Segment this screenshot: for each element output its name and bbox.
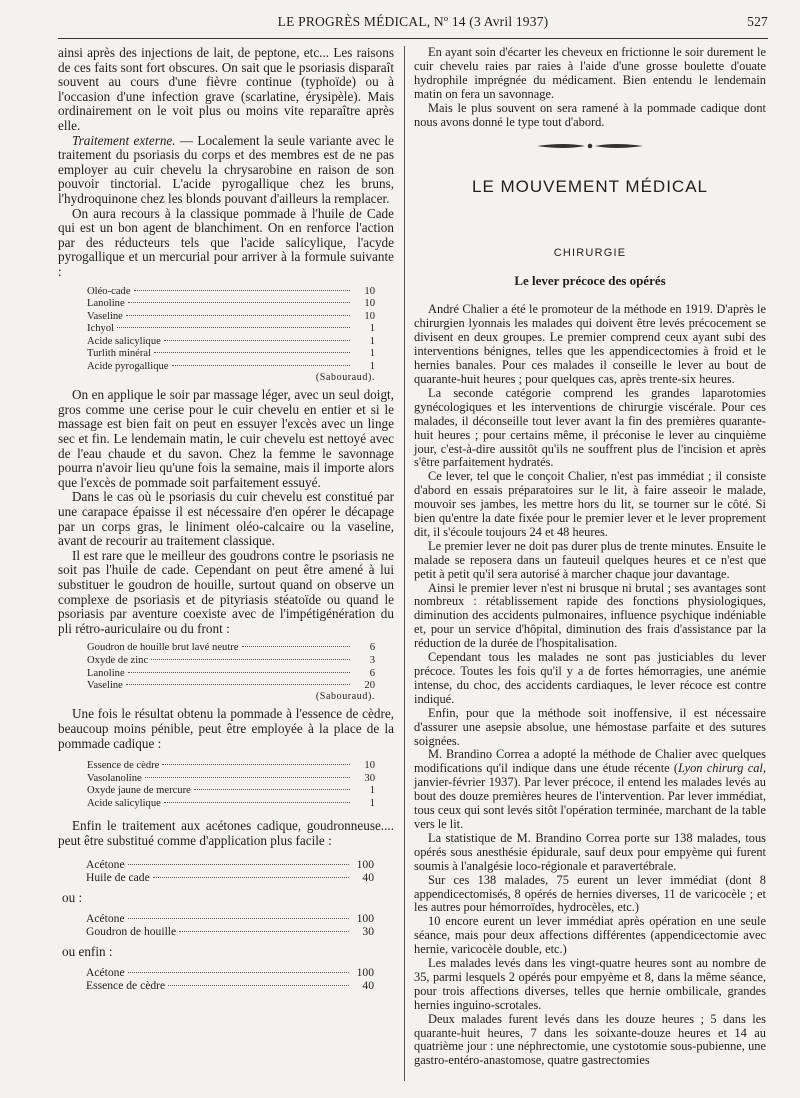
leader-dots bbox=[126, 684, 350, 685]
prescription-formula bbox=[87, 760, 375, 810]
ingredient-name: Ichyol bbox=[87, 323, 115, 335]
paragraph: La seconde catégorie comprend les grandes laparotomies gynécologiques et les interventions de chirurgie viscérale. Pour ces malades, il déconseille tout lever avant la fin des premières quarante-huit heures ; pour certains même, il préconise le lever au cinquième jour, c'est-à-dire aussitôt qu'ils ne souffrent plus de l'incision et après s'être parfaitement hydratés. bbox=[414, 385, 766, 470]
paragraph: M. Brandino Correa a adopté la méthode de Chalier avec quelques modifications qu'il indique dans une étude récente (Lyon chirurg cal, janvier-février 1937). Par lever précoce, il entend les malades levés au bout des douze premières heures de l'intervention. Par lever immédiat, tous ceux qui sont levés sitôt l'opération terminée, marchant de la table vers le lit. bbox=[414, 747, 766, 831]
prescription-formula bbox=[86, 966, 374, 992]
alternative-label: ou : bbox=[62, 889, 83, 905]
leader-dots bbox=[168, 985, 349, 986]
ingredient-quantity: 100 bbox=[356, 857, 374, 871]
ingredient-name: Vasolanoline bbox=[87, 772, 142, 784]
ingredient-quantity: 1 bbox=[369, 335, 375, 347]
formula-row bbox=[87, 311, 375, 324]
italic-heading: Traitement externe. bbox=[72, 132, 176, 148]
paragraph: Les malades levés dans les vingt-quatre heures sont au nombre de 35, parmi lesquels 2 opérés pour empyème et 8, dans la même séance, pour trois affections diverses, telles que hernie ombilicale, grandes hernies inguino-scrotales. bbox=[414, 956, 766, 1012]
ingredient-quantity: 30 bbox=[364, 772, 375, 784]
subsection-title: CHIRURGIE bbox=[553, 247, 627, 260]
formula-row bbox=[87, 785, 375, 798]
paragraph: ainsi après des injections de lait, de peptone, etc... Les raisons de ces faits sont fort obscures. On sait que le psoriasis disparaît souvent au cours d'une fièvre continue (typhoïde) ou à l'occasion d'une infection grave (scarlatine, érysipèle). Mais ordinairement on le voit plus ou moins vite reparaître après elle. bbox=[58, 45, 394, 133]
ingredient-name: Turlith minéral bbox=[87, 348, 152, 360]
article-title: Le lever précoce des opérés bbox=[514, 273, 666, 289]
alternative-label: ou enfin : bbox=[62, 943, 113, 959]
paragraph: Mais le plus souvent on sera ramené à la pommade cadique dont nous avons donné le type tout d'abord. bbox=[414, 100, 766, 129]
leader-dots bbox=[242, 646, 350, 647]
leader-dots bbox=[145, 777, 350, 778]
leader-dots bbox=[126, 315, 350, 316]
ingredient-quantity: 100 bbox=[356, 911, 374, 925]
formula-row bbox=[87, 798, 375, 811]
ingredient-name: Acétone bbox=[86, 911, 125, 925]
ingredient-name: Goudron de houille bbox=[86, 924, 177, 938]
section-title: LE MOUVEMENT MÉDICAL bbox=[471, 177, 708, 197]
paragraph: André Chalier a été le promoteur de la méthode en 1919. D'après le chirurgien lyonnais les malades qui doivent être levés précocement se divisent en deux groupes. Le premier comprend ceux ayant subi des interventions bénignes, telles que les appendicectomies à froid et le hernies banales. Pour ces malades il conseille le lever au bout de quarante-huit heures ; pour quelques cas, après trente-six heures. bbox=[414, 302, 766, 386]
prescription-formula bbox=[87, 642, 375, 692]
ingredient-name: Acide pyrogallique bbox=[87, 361, 169, 373]
formula-row bbox=[86, 966, 374, 979]
formula-row bbox=[87, 348, 375, 361]
formula-row bbox=[87, 642, 375, 655]
paragraph: On en applique le soir par massage léger, avec un seul doigt, gros comme une cerise pour le cuir chevelu en entier et si le massage est bien fait on peut en essuyer l'excès avec un linge sec et fin. Le lendemain matin, le cuir chevelu est nettoyé avec de l'eau chaude et du savon. Chez la femme le savonnage pourra n'avoir lieu qu'une fois la semaine, mais il importe alors que l'excès de pommade soit parfaitement essuyé. bbox=[58, 387, 394, 490]
formula-row bbox=[87, 323, 375, 336]
ingredient-name: Oxyde de zinc bbox=[87, 654, 149, 666]
leader-dots bbox=[151, 659, 350, 660]
article-body bbox=[414, 303, 766, 748]
ingredient-quantity: 40 bbox=[362, 870, 374, 884]
leader-dots bbox=[134, 290, 350, 291]
ornament-icon bbox=[535, 141, 645, 151]
leader-dots bbox=[128, 302, 350, 303]
paragraph: Enfin le traitement aux acétones cadique, goudronneuse.... peut être substitué comme d'application plus facile : bbox=[58, 818, 394, 849]
author-attribution: (Sabouraud). bbox=[315, 371, 375, 383]
ingredient-name: Essence de cèdre bbox=[86, 978, 166, 992]
ingredient-name: Vaseline bbox=[87, 310, 123, 322]
ingredient-quantity: 20 bbox=[364, 680, 375, 692]
page-number: 527 bbox=[747, 14, 768, 29]
formula-row bbox=[87, 286, 375, 299]
prescription-formula bbox=[87, 286, 375, 374]
header-rule bbox=[58, 38, 768, 39]
formula-row bbox=[87, 773, 375, 786]
leader-dots bbox=[172, 365, 351, 366]
paragraph: Sur ces 138 malades, 75 eurent un lever immédiat (dont 8 appendicectomisés, 8 opérés de hernies diverses, 11 de varicocèle ; et les autres pour hémorroïdes, hydrocèles, etc.) bbox=[414, 872, 766, 915]
formula-row bbox=[86, 858, 374, 871]
right-column bbox=[414, 46, 766, 1068]
ingredient-quantity: 40 bbox=[362, 978, 374, 992]
prescription-formula bbox=[86, 912, 374, 938]
article-body-continued bbox=[414, 832, 766, 1068]
ingredient-quantity: 10 bbox=[364, 760, 375, 772]
ingredient-name: Vaseline bbox=[87, 680, 123, 692]
paragraph: Le premier lever ne doit pas durer plus de trente minutes. Ensuite le malade se reposera dans un fauteuil quelques heures et ce n'est que petit à petit qu'il sera autorisé à marcher chaque jour davantage. bbox=[414, 538, 766, 581]
ingredient-name: Acide salicylique bbox=[87, 335, 161, 347]
formula-row bbox=[87, 298, 375, 311]
paragraph: Une fois le résultat obtenu la pommade à l'essence de cèdre, beaucoup moins pénible, peut être employée à la place de la pommade cadique : bbox=[58, 706, 394, 751]
paragraph: 10 encore eurent un lever immédiat après opération en une seule séance, mais pour deux affections différentes (appendicectomie avec hernie, varicocèle double, etc.) bbox=[414, 914, 766, 957]
paragraph: Traitement externe. — Localement la seule variante avec le traitement du psoriasis du corps et des membres est de ne pas employer au cuir chevelu la chrysarobine en raison de son pouvoir tinctorial. L'acide pyrogallique chez les bruns, l'hydroquinone chez les blonds pouvant d'ailleurs la remplacer. bbox=[58, 132, 394, 206]
ingredient-quantity: 10 bbox=[364, 298, 375, 310]
ingredient-quantity: 3 bbox=[369, 654, 375, 666]
ingredient-name: Lanoline bbox=[87, 667, 125, 679]
ingredient-name: Acide salicylique bbox=[87, 797, 161, 809]
formula-row bbox=[86, 912, 374, 925]
ingredient-quantity: 100 bbox=[356, 965, 374, 979]
leader-dots bbox=[128, 918, 349, 919]
paragraph: La statistique de M. Brandino Correa porte sur 138 malades, tous opérés sous anesthésie épidurale, sauf deux pour empyème qui furent soumis à l'analgésie loco-régionale et paravertébrale. bbox=[414, 830, 766, 873]
leader-dots bbox=[128, 672, 350, 673]
formula-row bbox=[86, 979, 374, 992]
leader-dots bbox=[128, 972, 349, 973]
paragraph: On aura recours à la classique pommade à l'huile de Cade qui est un bon agent de blanchiment. On en renforce l'action par des réducteurs tels que l'acide salicylique, l'acyde pyrogallique et un mercurial pour arriver à la formule suivante : bbox=[58, 205, 394, 279]
page-header bbox=[58, 14, 768, 34]
leader-dots bbox=[128, 864, 349, 865]
paragraph: Ce lever, tel que le conçoit Chalier, n'est pas immédiat ; il consiste d'abord en essais préparatoires sur le lit, à faire asseoir le malade, mouvoir ses jambes, les mettre hors du lit, se tourner sur le côté. Si bien qu'entre la date fixée pour le premier lever et le lever proprement dit, il s'écoule toujours 24 et 48 heures. bbox=[414, 469, 766, 539]
paragraph: Cependant tous les malades ne sont pas justiciables du lever précoce. Toutes les fois qu'il y a de fortes hémorragies, une anémie intense, du choc, des accidents cardiaques, le lever récoce est contre indiqué. bbox=[414, 650, 766, 706]
ingredient-name: Acétone bbox=[86, 965, 125, 979]
running-title: LE PROGRÈS MÉDICAL, Nº 14 (3 Avril 1937) bbox=[277, 14, 549, 29]
leader-dots bbox=[162, 764, 350, 765]
paragraph: Deux malades furent levés dans les douze heures ; 5 dans les quarante-huit heures, 7 dans les soixante-douze heures et 14 au quatrième jour : une néphrectomie, une cystotomie sous-pubienne, une gastro-entéro-anastomose, quatre gastrectomies bbox=[414, 1011, 766, 1068]
paragraph: Dans le cas où le psoriasis du cuir chevelu est constitué par une carapace épaisse il est nécessaire d'en opérer le décapage par un corps gras, le liniment oléo-calcaire ou la vaseline, avant de recourir au traitement classique. bbox=[58, 489, 394, 549]
ingredient-quantity: 6 bbox=[369, 642, 375, 654]
leader-dots bbox=[164, 802, 350, 803]
leader-dots bbox=[164, 340, 350, 341]
ornamental-separator bbox=[414, 141, 766, 151]
formula-row bbox=[86, 925, 374, 938]
leader-dots bbox=[153, 877, 349, 878]
leader-dots bbox=[117, 327, 350, 328]
ingredient-name: Huile de cade bbox=[86, 870, 150, 884]
ingredient-name: Goudron de houille brut lavé neutre bbox=[87, 642, 239, 654]
formula-row bbox=[87, 655, 375, 668]
formula-row bbox=[87, 760, 375, 773]
leader-dots bbox=[154, 352, 350, 353]
ingredient-quantity: 6 bbox=[369, 667, 375, 679]
leader-dots bbox=[194, 789, 350, 790]
journal-title: Lyon chirurg cal bbox=[678, 761, 763, 776]
ingredient-quantity: 1 bbox=[369, 323, 375, 335]
left-column bbox=[58, 46, 394, 996]
ingredient-name: Acétone bbox=[86, 857, 125, 871]
ingredient-quantity: 10 bbox=[364, 310, 375, 322]
prescription-formula bbox=[86, 858, 374, 884]
leader-dots bbox=[179, 931, 349, 932]
ingredient-name: Lanoline bbox=[87, 298, 125, 310]
formula-row bbox=[86, 871, 374, 884]
paragraph: Ainsi le premier lever n'est ni brusque ni brutal ; ses avantages sont nombreux : rétablissement rapide des fonctions physiologiques, diminution des accidents pulmonaires, influence psychique indéniable et, pour un service d'hôpital, diminution des frais d'assistance par la réduction de la durée de l'hospitalisation. bbox=[414, 580, 766, 651]
ingredient-quantity: 1 bbox=[369, 361, 375, 373]
formula-row bbox=[87, 668, 375, 681]
paragraph: Enfin, pour que la méthode soit inoffensive, il est nécessaire d'assurer une asepsie absolue, une hémostase parfaite et des sutures soignées. bbox=[414, 705, 766, 748]
paragraph: En ayant soin d'écarter les cheveux en frictionne le soir durement le cuir chevelu raies par raies à l'aide d'une grosse boulette d'ouate hydrophile imprégnée du médicament. Bien entendu le lendemain matin on fera un savonnage. bbox=[414, 45, 766, 101]
ingredient-quantity: 1 bbox=[369, 797, 375, 809]
author-attribution: (Sabouraud). bbox=[315, 690, 375, 702]
ingredient-name: Oxyde jaune de mercure bbox=[87, 785, 191, 797]
formula-row bbox=[87, 336, 375, 349]
ingredient-quantity: 10 bbox=[364, 285, 375, 297]
column-divider bbox=[404, 46, 405, 1081]
paragraph: Il est rare que le meilleur des goudrons contre le psoriasis ne soit pas l'huile de cade. Cependant on peut être amené à lui substituer le goudron de houille, surtout quand on observe un complexe de psoriasis et de pityriasis stéatoïde ou quand le psoriasis par aventure coexiste avec de l'impétigénération du pli rétro-auriculaire ou du front : bbox=[58, 547, 394, 636]
ingredient-quantity: 1 bbox=[369, 348, 375, 360]
ingredient-name: Oléo-cade bbox=[87, 285, 131, 297]
ingredient-quantity: 30 bbox=[362, 924, 374, 938]
ingredient-quantity: 1 bbox=[369, 785, 375, 797]
ingredient-name: Essence de cèdre bbox=[87, 760, 160, 772]
